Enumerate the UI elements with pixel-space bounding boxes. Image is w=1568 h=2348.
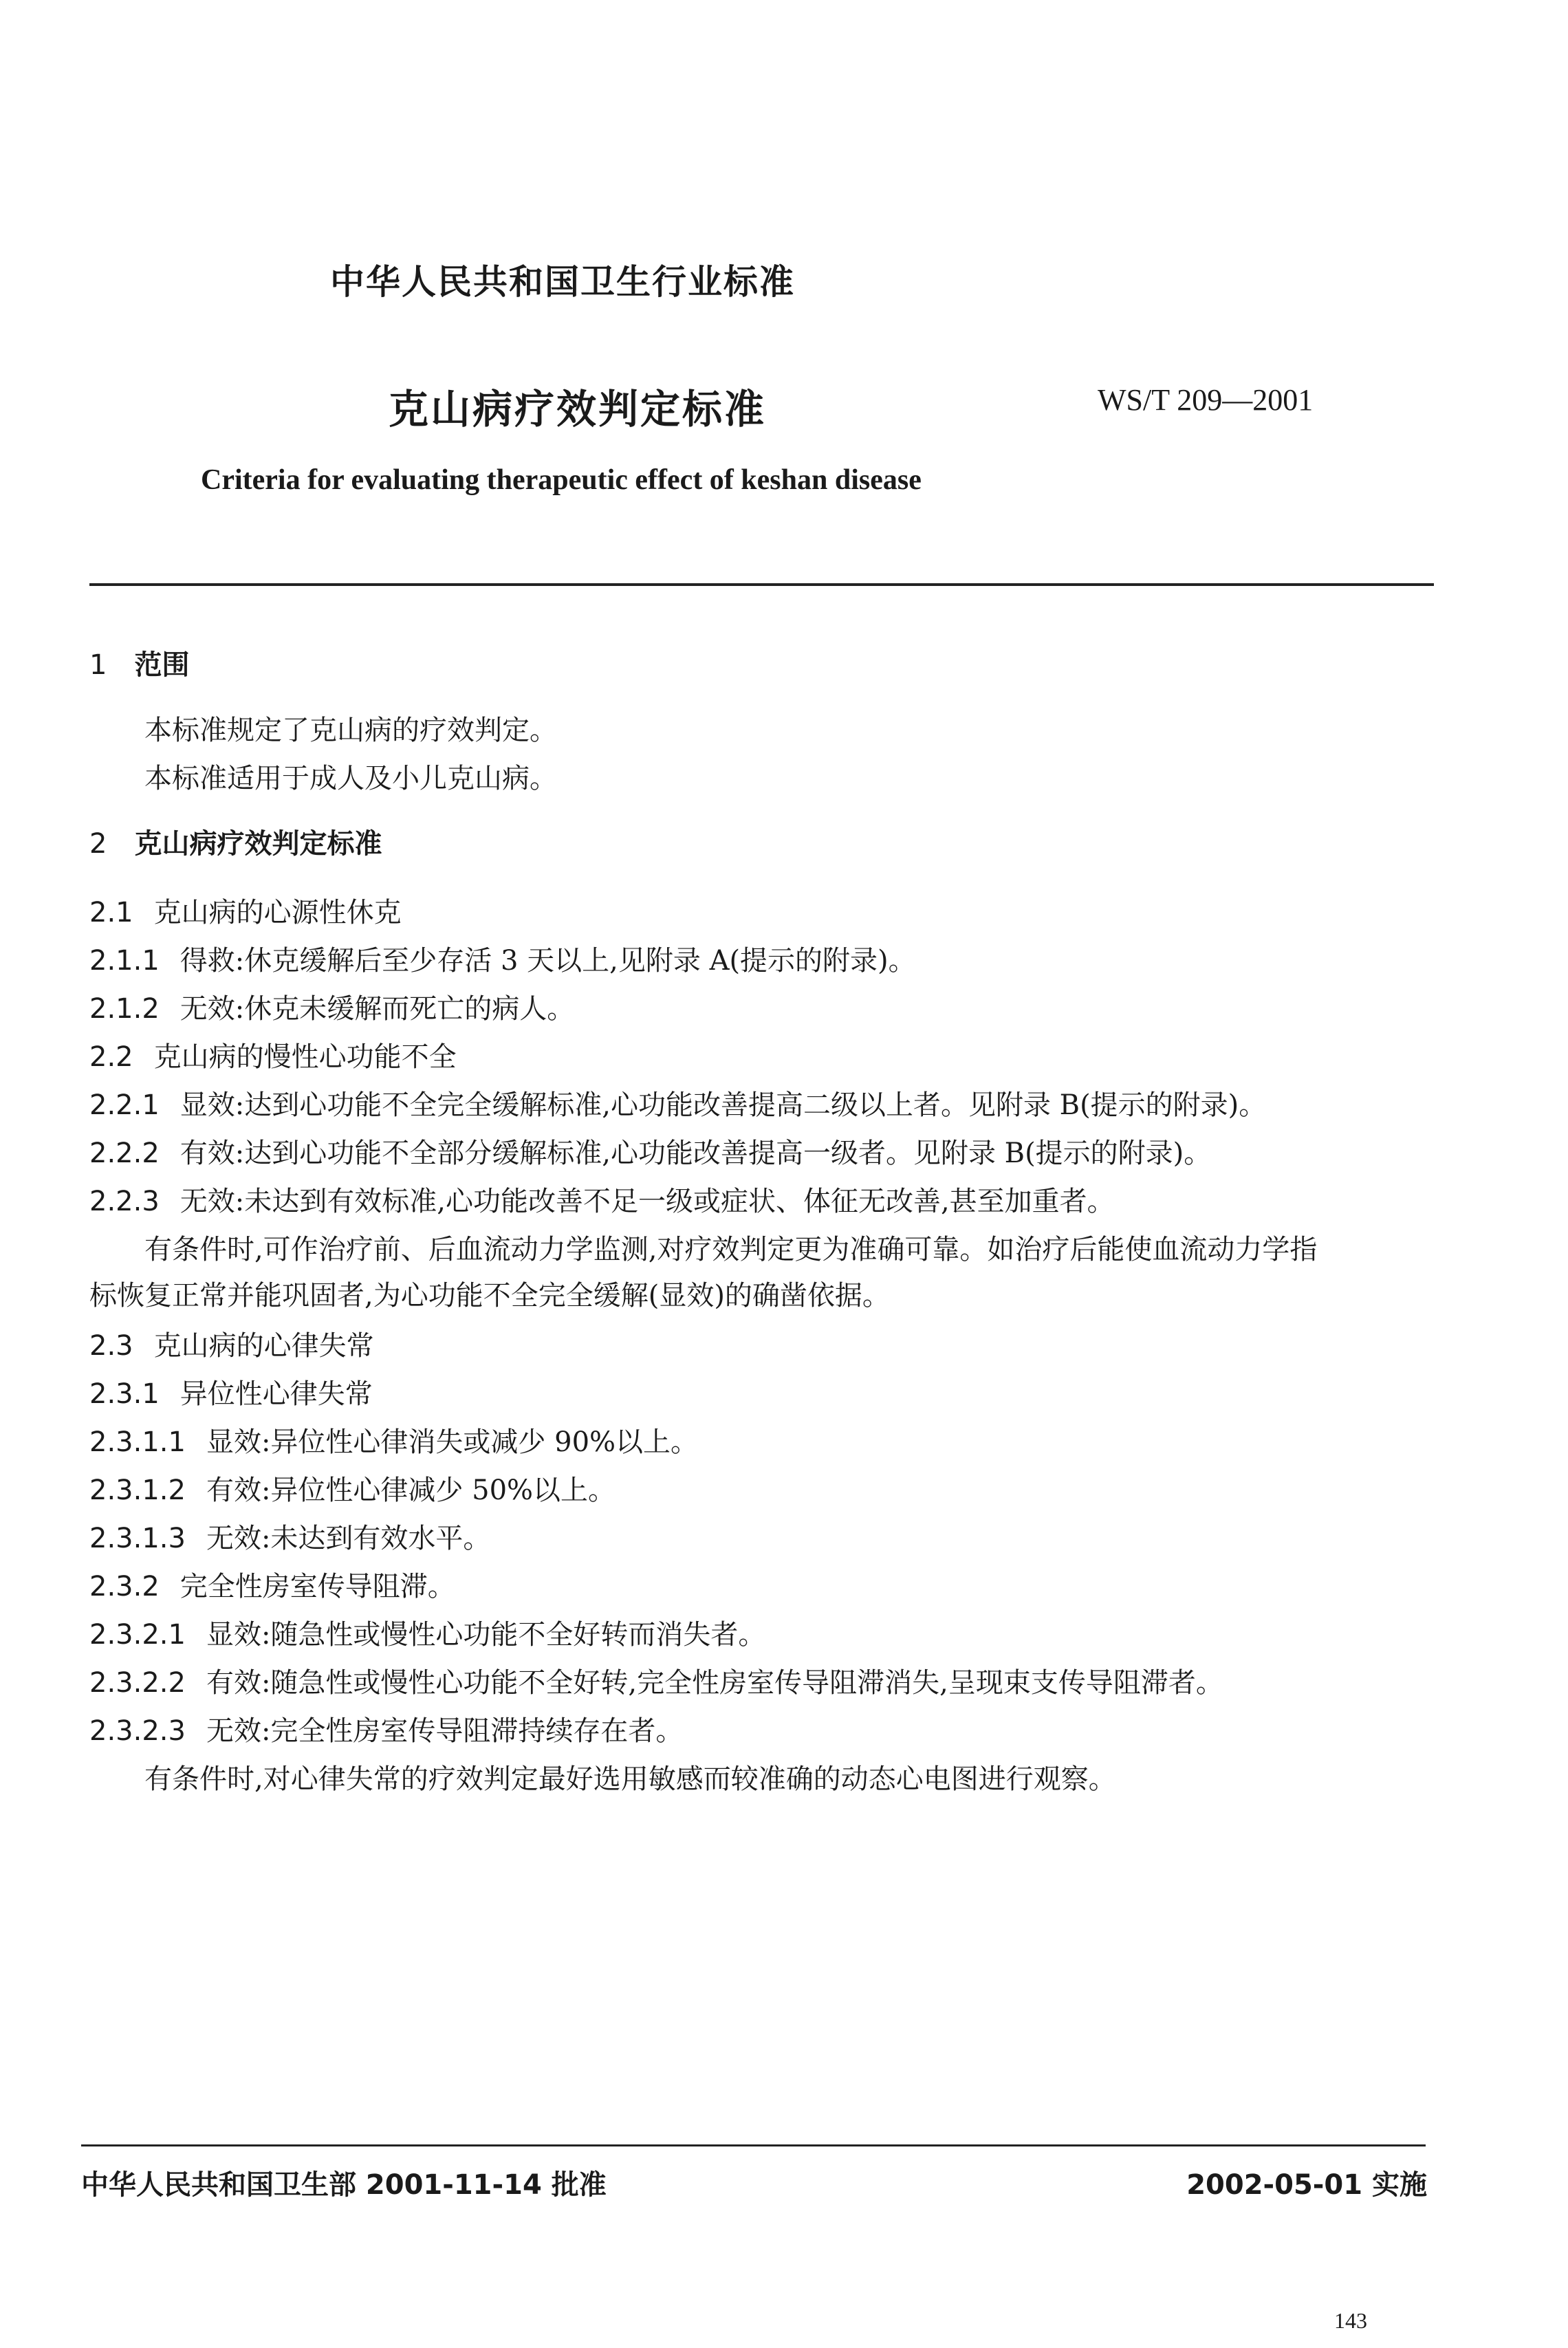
clause-line (89, 1709, 683, 1748)
clause-text: 范围 (134, 649, 190, 681)
page-number: 143 (1334, 2308, 1367, 2333)
clause-number: 2.1.2 (89, 993, 160, 1025)
paragraph-line (144, 1757, 1116, 1796)
header-divider (89, 583, 1434, 586)
clause-line (89, 1083, 1266, 1122)
standard-code: WS/T 209—2001 (1098, 383, 1314, 417)
clause-text: 异位性心律失常 (179, 1378, 373, 1410)
clause-text: 克山病的慢性心功能不全 (153, 1041, 457, 1073)
standard-title: 克山病疗效判定标准 (389, 386, 767, 433)
clause-line (89, 1565, 455, 1604)
clause-text: 本标准规定了克山病的疗效判定。 (144, 715, 557, 746)
clause-number: 2.1.1 (89, 945, 160, 977)
clause-line (89, 1324, 374, 1363)
clause-line (89, 1517, 490, 1556)
clause-text: 显效:随急性或慢性心功能不全好转而消失者。 (206, 1619, 766, 1651)
clause-number: 2.2.1 (89, 1089, 160, 1121)
clause-text: 无效:完全性房室传导阻滞持续存在者。 (206, 1715, 684, 1747)
clause-number: 2.2 (89, 1041, 133, 1073)
clause-text: 无效:未达到有效水平。 (206, 1523, 491, 1554)
clause-text: 完全性房室传导阻滞。 (179, 1571, 455, 1602)
clause-text: 克山病疗效判定标准 (134, 828, 382, 860)
clause-line (89, 1468, 616, 1508)
clause-line (89, 1372, 373, 1411)
english-title: Criteria for evaluating therapeutic effect of keshan disease (201, 464, 922, 496)
clause-text: 本标准适用于成人及小儿克山病。 (144, 763, 557, 794)
approval-line: 中华人民共和国卫生部 2001-11-14 批准 (81, 2169, 607, 2201)
paragraph-line (89, 1274, 890, 1313)
clause-line (89, 939, 916, 978)
clause-text: 有效:达到心功能不全部分缓解标准,心功能改善提高一级者。见附录 B(提示的附录)。 (179, 1138, 1212, 1169)
footer-divider (81, 2144, 1426, 2146)
clause-text: 有效:异位性心律减少 50%以上。 (206, 1475, 616, 1506)
clause-number: 2.3.1.1 (89, 1426, 186, 1458)
clause-line (89, 1613, 765, 1652)
section-heading (89, 822, 382, 861)
clause-number: 2.3 (89, 1330, 133, 1362)
section-heading (89, 643, 189, 682)
clause-text: 克山病的心律失常 (153, 1330, 374, 1362)
clause-line (89, 987, 574, 1026)
clause-number: 1 (89, 649, 107, 681)
clause-text: 克山病的心源性休克 (153, 897, 402, 928)
clause-line (89, 1180, 1115, 1219)
clause-text: 有效:随急性或慢性心功能不全好转,完全性房室传导阻滞消失,呈现束支传导阻滞者。 (206, 1667, 1223, 1699)
paragraph-line (144, 708, 557, 748)
paragraph-line (144, 1228, 1317, 1267)
clause-text: 无效:未达到有效标准,心功能改善不足一级或症状、体征无改善,甚至加重者。 (179, 1186, 1115, 1217)
clause-text: 有条件时,对心律失常的疗效判定最好选用敏感而较准确的动态心电图进行观察。 (144, 1763, 1116, 1795)
clause-text: 无效:休克未缓解而死亡的病人。 (179, 993, 575, 1025)
clause-text: 得救:休克缓解后至少存活 3 天以上,见附录 A(提示的附录)。 (179, 945, 916, 977)
implementation-line: 2002-05-01 实施 (1186, 2169, 1427, 2201)
clause-line (89, 891, 402, 930)
clause-number: 2.3.1.2 (89, 1475, 186, 1506)
clause-number: 2.1 (89, 897, 133, 928)
clause-line (89, 1661, 1223, 1700)
clause-text: 标恢复正常并能巩固者,为心功能不全完全缓解(显效)的确凿依据。 (89, 1280, 890, 1312)
clause-text: 有条件时,可作治疗前、后血流动力学监测,对疗效判定更为准确可靠。如治疗后能使血流动力学指 (144, 1234, 1318, 1265)
clause-number: 2.2.2 (89, 1138, 160, 1169)
clause-number: 2.3.2.1 (89, 1619, 186, 1651)
clause-number: 2 (89, 828, 107, 860)
clause-number: 2.3.1 (89, 1378, 160, 1410)
clause-text: 显效:异位性心律消失或减少 90%以上。 (206, 1426, 699, 1458)
clause-number: 2.3.1.3 (89, 1523, 186, 1554)
paragraph-line (144, 757, 557, 796)
clause-line (89, 1420, 698, 1459)
clause-text: 显效:达到心功能不全完全缓解标准,心功能改善提高二级以上者。见附录 B(提示的附录)。 (179, 1089, 1267, 1121)
clause-line (89, 1131, 1211, 1171)
clause-number: 2.3.2.3 (89, 1715, 186, 1747)
standard-category: 中华人民共和国卫生行业标准 (330, 262, 795, 302)
clause-number: 2.3.2.2 (89, 1667, 186, 1699)
clause-number: 2.3.2 (89, 1571, 160, 1602)
clause-number: 2.2.3 (89, 1186, 160, 1217)
clause-line (89, 1035, 457, 1074)
